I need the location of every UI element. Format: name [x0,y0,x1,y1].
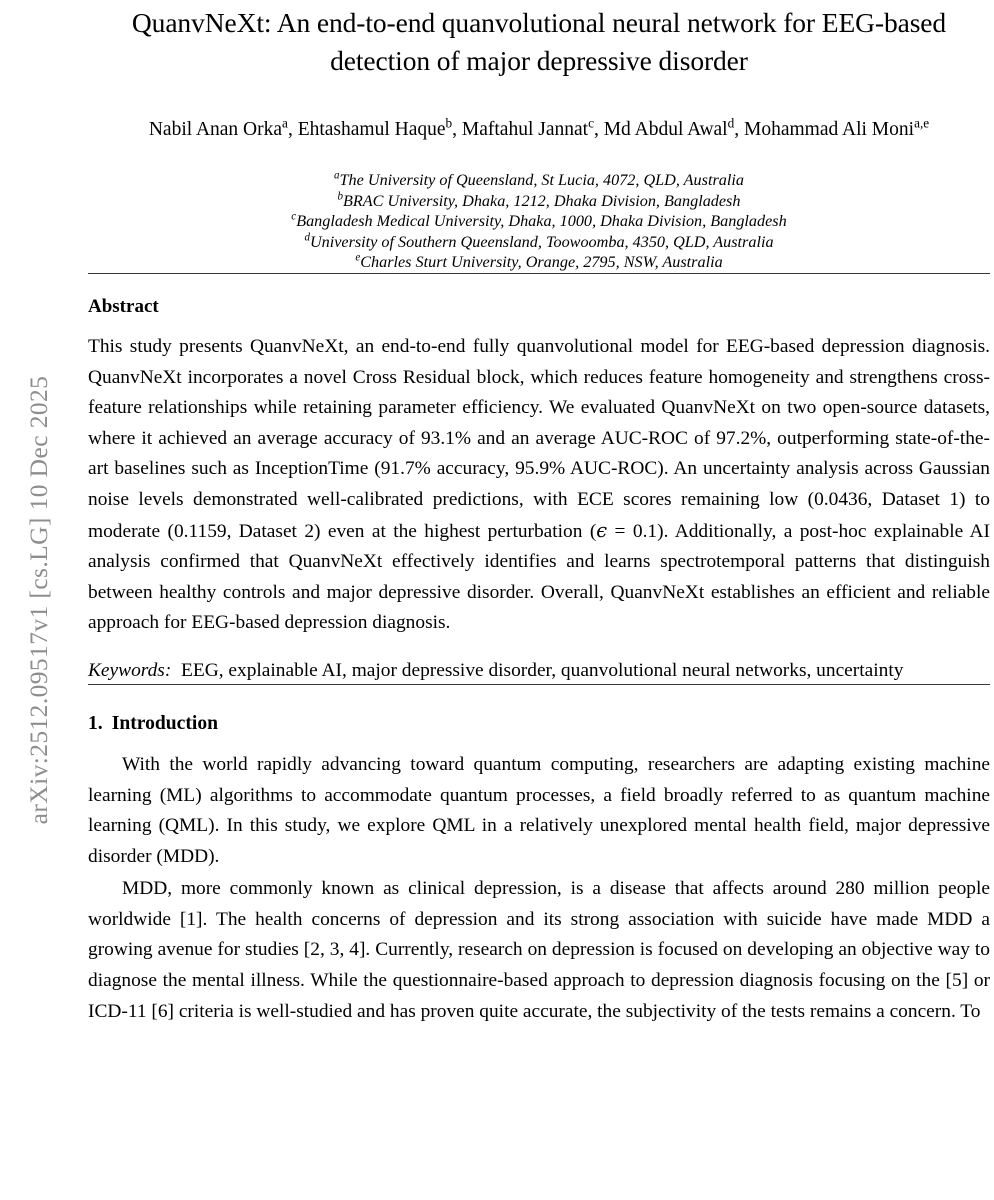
affiliation-marker: e [355,251,361,264]
keywords-line [88,639,990,684]
affiliation-text: BRAC University, Dhaka, 1212, Dhaka Division, Bangladesh [343,191,741,210]
affiliation-text: Bangladesh Medical University, Dhaka, 1000, Dhaka Division, Bangladesh [296,212,787,231]
author-name: Maftahul Jannat [461,119,589,140]
affiliation-item [88,232,990,253]
affiliation-item [88,252,990,273]
affiliation-marker: b [337,190,344,203]
introduction-paragraph-2: MDD, more commonly known as clinical depression, is a disease that affects around 280 million people worldwide [1]. The health concerns of depression and its strong association with suicide have made MDD a growing avenue for studies [2, 3, 4]. Currently, research on depression is focused on developing an objective way to diagnose the mental illness. While the questionnaire-based approach to depression diagnosis focusing on the [5] or ICD-11 [6] criteria is well-studied and has proven quite accurate, the subjectivity of the tests remains a concern. To [88,878,990,1022]
author-affiliation-marker: a,e [914,115,930,131]
affiliation-text: Charles Sturt University, Orange, 2795, NSW, Australia [360,253,723,272]
author-list: Nabil Anan Orka$^a$, Ehtashamul Haque$^b$, Maftahul Jannat$^c$, Md Abdul Awal$^d$, Mohammad Ali Moni$^{a,e}$ [148,115,930,140]
affiliation-item [88,191,990,212]
abstract-text-part2: = 0.1). Additionally, a post-hoc explainable AI analysis confirmed that QuanvNeXt effectively identifies and learns spectrotemporal patterns that distinguish between healthy controls and major depressive disorder. Overall, QuanvNeXt establishes an efficient and reliable approach for EEG-based depression diagnosis. [88,520,990,634]
abstract-heading: Abstract [88,295,159,317]
affiliation-item [88,170,990,191]
affiliation-item [88,211,990,232]
author-name: Md Abdul Awal [603,119,728,140]
affiliation-text: University of Southern Queensland, Toowoomba, 4350, QLD, Australia [309,232,774,251]
author-affiliation-marker: b [445,115,453,131]
page-title: QuanvNeXt: An end-to-end quanvolutional neural network for EEG-based detection of major depressive disorder [131,7,947,76]
affiliation-marker: d [304,231,310,244]
introduction-paragraph-1: With the world rapidly advancing toward quantum computing, researchers are adapting existing machine learning (ML) algorithms to accommodate quantum processes, a field broadly referred to as quantum machine learning (QML). In this study, we explore QML in a relatively unexplored mental health field, major depressive disorder (MDD). [88,753,990,867]
keywords-text: EEG, explainable AI, major depressive disorder, quanvolutional neural networks, uncertainty [181,659,904,681]
affiliation-text: The University of Queensland, St Lucia, 4072, QLD, Australia [339,171,744,189]
author-affiliation-marker: a [282,115,288,131]
section-heading-introduction [88,685,990,737]
affiliation-list [88,144,990,273]
author-affiliation-marker: d [727,115,735,131]
keywords-label: Keywords: [88,659,172,681]
abstract-text-part1: This study presents QuanvNeXt, an end-to-end fully quanvolutional model for EEG-based depression diagnosis. QuanvNeXt incorporates a novel Cross Residual block, which reduces feature homogeneity and strengthens cross-feature relationships while retaining parameter efficiency. We evaluated QuanvNeXt on two open-source datasets, where it achieved an average accuracy of 93.1% and an average AUC-ROC of 97.2%, outperforming state-of-the-art baselines such as InceptionTime (91.7% accuracy, 95.9% AUC-ROC). An uncertainty analysis across Gaussian noise levels demonstrated well-calibrated predictions, with ECE scores remaining low (0.0436, Dataset 1) to moderate (0.1159, Dataset 2) even at the highest perturbation ( [88,335,990,542]
author-name: Mohammad Ali Moni [743,119,915,140]
abstract-text [88,319,990,639]
epsilon-symbol: ϵ [596,518,608,542]
author-affiliation-marker: c [588,115,594,131]
arxiv-stamp-text: arXiv:2512.09517v1 [cs.LG] 10 Dec 2025 [24,375,53,825]
paper-page [88,0,990,1200]
section-number: 1. [88,712,103,734]
author-name: Nabil Anan Orka [148,119,283,140]
affiliation-marker: a [334,169,340,182]
section-title: Introduction [111,712,219,734]
author-name: Ehtashamul Haque [297,119,446,140]
arxiv-stamp [0,0,78,1200]
affiliation-marker: c [291,210,297,223]
